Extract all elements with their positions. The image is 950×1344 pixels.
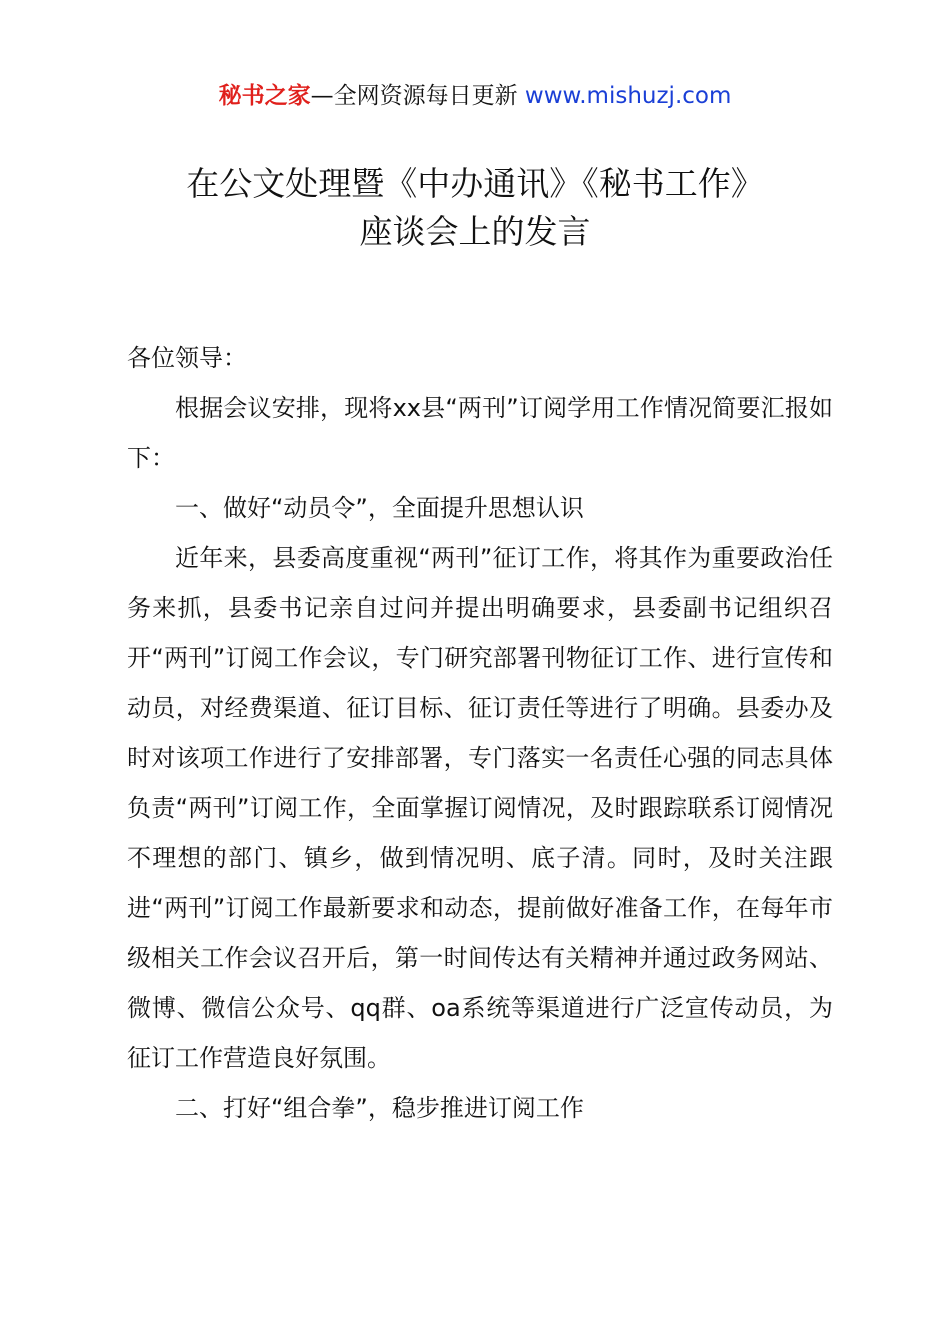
document-title-line-2: 座谈会上的发言 bbox=[359, 212, 591, 251]
site-tagline: —全网资源每日更新 bbox=[310, 83, 525, 109]
document-body bbox=[127, 333, 833, 1133]
site-header bbox=[0, 80, 950, 112]
document-title-line-1: 在公文处理暨《中办通讯》《秘书工作》 bbox=[186, 164, 764, 203]
section-2-heading: 二、打好“组合拳”，稳步推进订阅工作 bbox=[175, 1094, 584, 1122]
document-title bbox=[0, 160, 950, 256]
salutation: 各位领导： bbox=[127, 344, 247, 372]
intro-paragraph: 根据会议安排，现将xx县“两刊”订阅学用工作情况简要汇报如下： bbox=[127, 394, 833, 472]
site-brand: 秘书之家 bbox=[218, 83, 311, 109]
section-1-paragraph: 近年来，县委高度重视“两刊”征订工作，将其作为重要政治任务来抓，县委书记亲自过问并提出明确要求，县委副书记组织召开“两刊”订阅工作会议，专门研究部署刊物征订工作、进行宣传和动员，对经费渠道、征订目标、征订责任等进行了明确。县委办及时对该项工作进行了安排部署，专门落实一名责任心强的同志具体负责“两刊”订阅工作，全面掌握订阅情况，及时跟踪联系订阅情况不理想的部门、镇乡，做到情况明、底子清。同时，及时关注跟进“两刊”订阅工作最新要求和动态，提前做好准备工作，在每年市级相关工作会议召开后，第一时间传达有关精神并通过政务网站、微博、微信公众号、qq群、oa系统等渠道进行广泛宣传动员，为征订工作营造良好氛围。 bbox=[127, 544, 833, 1072]
site-url-link[interactable]: www.mishuzj.com bbox=[524, 83, 732, 109]
section-1-heading: 一、做好“动员令”，全面提升思想认识 bbox=[175, 494, 584, 522]
